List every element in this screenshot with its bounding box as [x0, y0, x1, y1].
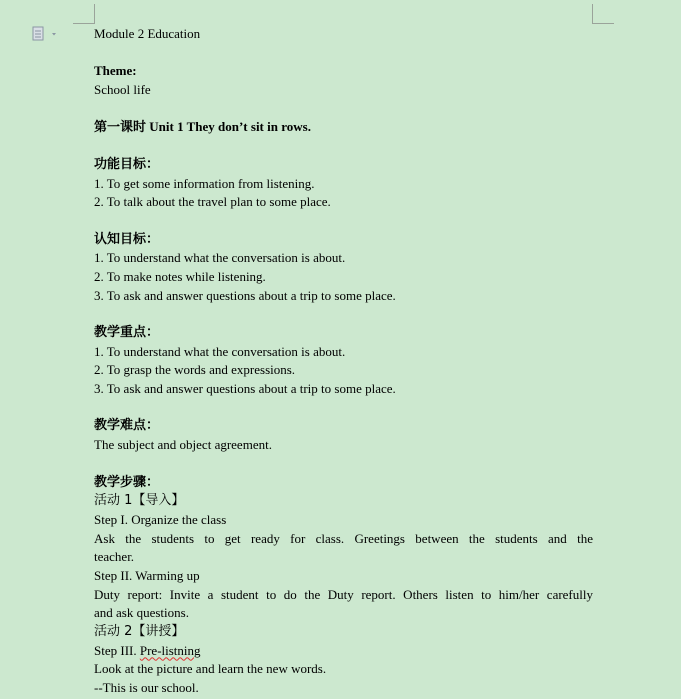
step-1-text-continued: teacher.: [94, 549, 135, 565]
key-point-item: 1. To understand what the conversation is about.: [94, 343, 346, 359]
teaching-steps-heading: 教学步骤：: [94, 474, 160, 490]
blank-line: [94, 100, 593, 119]
misspelled-word[interactable]: Pre-listning: [139, 642, 201, 658]
step-2-text: Duty report: Invite a student to do the Duty report. Others listen to him/her carefully: [94, 586, 593, 602]
lesson-title: Unit 1 They don’t sit in rows.: [149, 119, 311, 135]
functional-goal-item: 2. To talk about the travel plan to some place.: [94, 194, 331, 210]
cognitive-goals-heading: 认知目标：: [94, 231, 160, 247]
step-3-text: Look at the picture and learn the new words.: [94, 661, 327, 677]
functional-goal-item: 1. To get some information from listening.: [94, 175, 315, 191]
difficult-point-text: The subject and object agreement.: [94, 437, 272, 453]
lesson-prefix: 第一课时: [94, 120, 147, 136]
key-point-item: 2. To grasp the words and expressions.: [94, 362, 296, 378]
blank-line: [94, 399, 593, 418]
lesson-heading: [94, 118, 593, 137]
difficult-points-heading: 教学难点：: [94, 418, 160, 434]
blank-line: [94, 212, 593, 231]
cognitive-goal-item: 2. To make notes while listening.: [94, 268, 266, 284]
page-corner-mark-top-right: [592, 4, 614, 24]
document-title: Module 2 Education: [94, 26, 201, 41]
step-1-text: Ask the students to get ready for class. Greetings between the students and the: [94, 530, 593, 546]
step-3-prefix: Step III.: [94, 642, 140, 658]
cognitive-goal-item: 3. To ask and answer questions about a trip to some place.: [94, 287, 396, 303]
cognitive-goal-item: 1. To understand what the conversation is about.: [94, 250, 346, 266]
theme-heading: Theme:: [94, 63, 137, 79]
blank-line: [94, 44, 593, 63]
blank-line: [94, 455, 593, 474]
step-1-title: Step I. Organize the class: [94, 511, 227, 527]
document-body[interactable]: [94, 25, 593, 698]
step-2-title: Step II. Warming up: [94, 567, 200, 583]
step-2-text-continued: and ask questions.: [94, 605, 189, 621]
page-corner-mark-top-left: [73, 4, 95, 24]
activity-2-label: 活动 2【讲授】: [94, 624, 185, 639]
functional-goals-heading: 功能目标：: [94, 156, 160, 172]
key-points-heading: 教学重点：: [94, 325, 160, 340]
blank-line: [94, 137, 593, 156]
paste-options-icon[interactable]: [32, 26, 58, 42]
theme-value: School life: [94, 82, 151, 98]
step-3-title: [94, 642, 593, 661]
blank-line: [94, 305, 593, 324]
activity-1-label: 活动 1【导入】: [94, 493, 185, 509]
key-point-item: 3. To ask and answer questions about a trip to some place.: [94, 381, 396, 397]
dialog-line: --This is our school.: [94, 680, 199, 696]
